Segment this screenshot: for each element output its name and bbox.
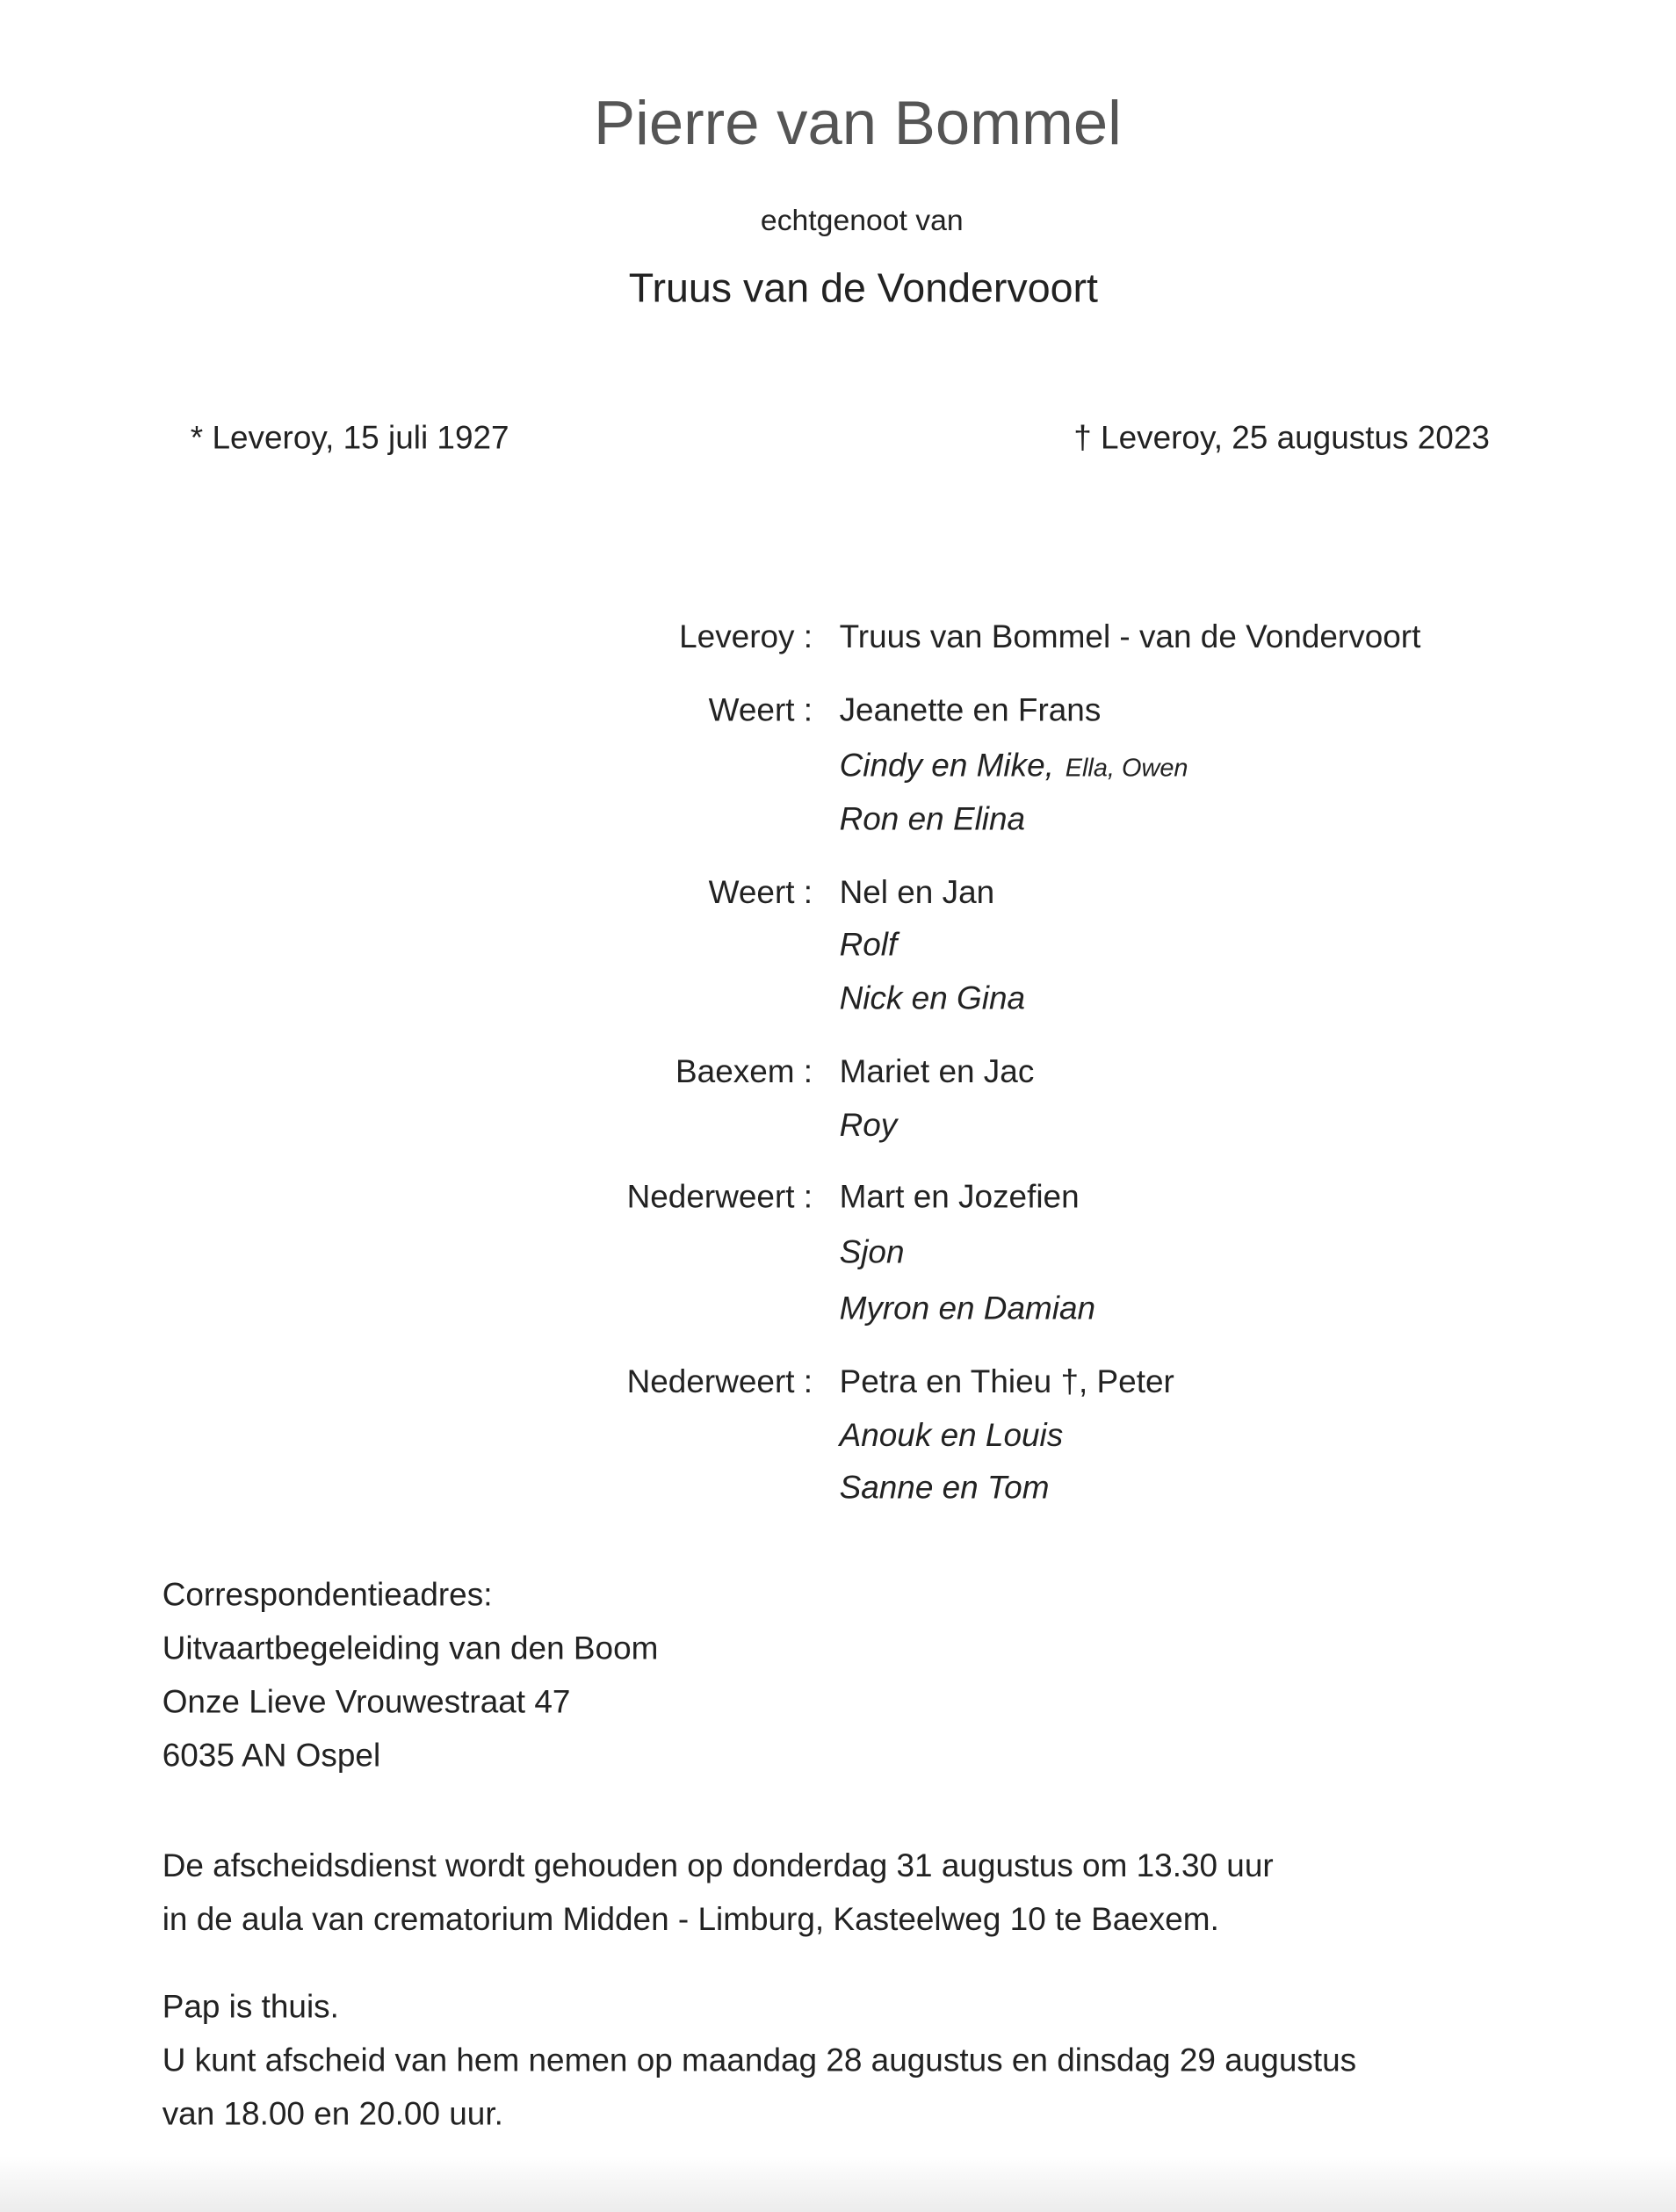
family-member [839, 1468, 1050, 1506]
family-member-names: Cindy en Mike, [839, 746, 1054, 784]
family-member [839, 1052, 1035, 1089]
correspondence-line: Onze Lieve Vrouwestraat 47 [162, 1682, 571, 1720]
family-member [839, 1289, 1096, 1326]
family-place: Baexem : [675, 1052, 813, 1089]
family-member-names: Petra en Thieu †, Peter [839, 1363, 1174, 1400]
family-member [839, 925, 898, 963]
family-member-names: Sanne en Tom [839, 1468, 1050, 1506]
family-member-names: Jeanette en Frans [839, 690, 1102, 728]
family-member [839, 690, 1102, 728]
correspondence-line: Uitvaartbegeleiding van den Boom [162, 1629, 659, 1666]
family-member [839, 799, 1026, 837]
correspondence-line: 6035 AN Ospel [162, 1736, 381, 1774]
deceased-name: Pierre van Bommel [594, 89, 1122, 158]
family-member [839, 1106, 898, 1143]
visit-line: Pap is thuis. [162, 1987, 339, 2025]
family-member-names: Myron en Damian [839, 1289, 1096, 1326]
birth-date: * Leveroy, 15 juli 1927 [190, 418, 509, 456]
family-member [839, 979, 1026, 1016]
family-member [839, 746, 1188, 784]
family-member [839, 618, 1421, 655]
family-place: Nederweert : [626, 1363, 813, 1400]
service-line: De afscheidsdienst wordt gehouden op donderdag 31 augustus om 13.30 uur [162, 1847, 1274, 1884]
spouse-name: Truus van de Vondervoort [628, 266, 1098, 312]
family-place: Leveroy : [679, 618, 813, 655]
family-member [839, 873, 995, 910]
family-place: Nederweert : [626, 1178, 813, 1215]
family-member-names: Rolf [839, 925, 898, 963]
family-member-names: Anouk en Louis [839, 1416, 1064, 1454]
family-member-names: Truus van Bommel - van de Vondervoort [839, 618, 1421, 655]
family-member-names: Sjon [839, 1233, 905, 1270]
relation-text: echtgenoot van [760, 204, 964, 237]
page-bottom-edge [0, 2156, 1676, 2212]
family-member [839, 1416, 1064, 1454]
family-member-names: Nick en Gina [839, 979, 1026, 1016]
family-member-names: Mariet en Jac [839, 1052, 1035, 1089]
family-member [839, 1363, 1174, 1400]
family-place: Weert : [708, 873, 813, 910]
death-date: † Leveroy, 25 augustus 2023 [1073, 418, 1490, 456]
family-member [839, 1178, 1080, 1215]
family-place: Weert : [708, 690, 813, 728]
family-member-names: Roy [839, 1106, 898, 1143]
family-member-names: Ron en Elina [839, 799, 1026, 837]
service-line: in de aula van crematorium Midden - Limburg, Kasteelweg 10 te Baexem. [162, 1900, 1219, 1938]
family-member-names: Nel en Jan [839, 873, 995, 910]
family-member-names: Mart en Jozefien [839, 1178, 1080, 1215]
correspondence-line: Correspondentieadres: [162, 1575, 493, 1613]
visit-line: van 18.00 en 20.00 uur. [162, 2094, 503, 2132]
family-member [839, 1233, 905, 1270]
visit-line: U kunt afscheid van hem nemen op maandag 28 augustus en dinsdag 29 augustus [162, 2041, 1357, 2078]
grandchildren-names: Ella, Owen [1065, 753, 1188, 782]
